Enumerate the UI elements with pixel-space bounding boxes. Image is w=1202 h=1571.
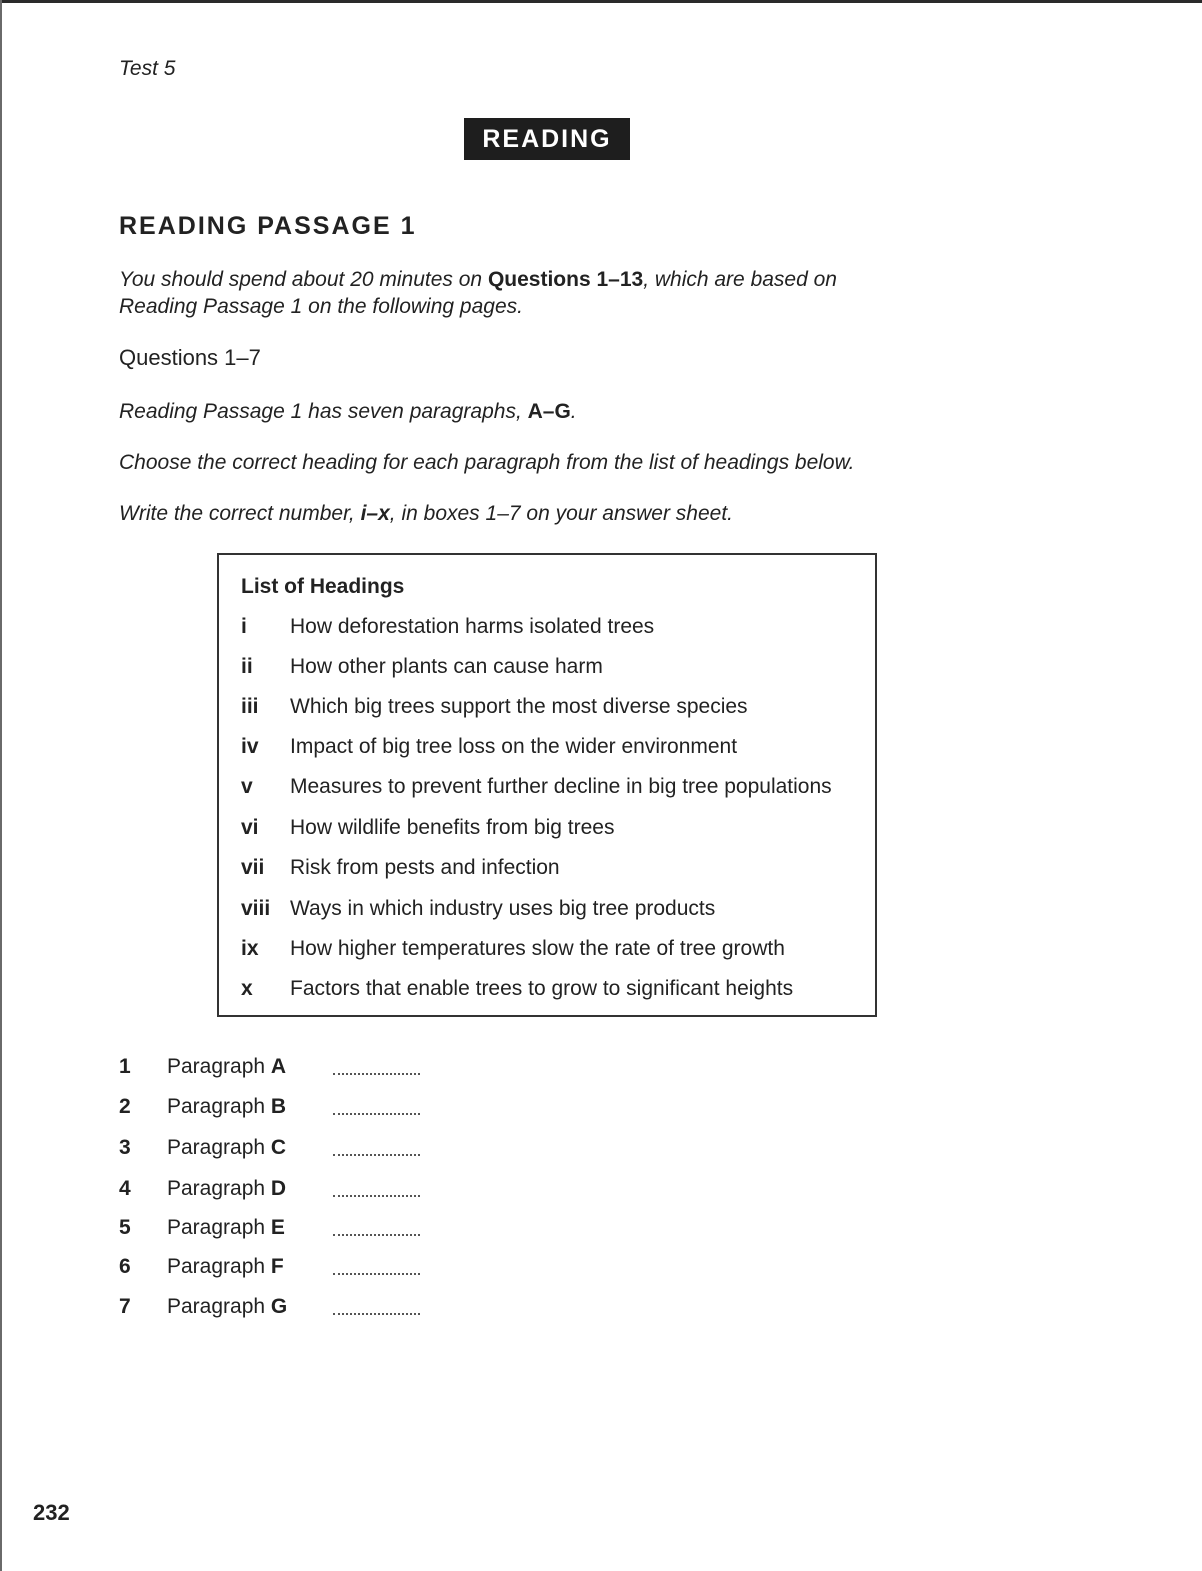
- paragraph-word: Paragraph: [167, 1177, 266, 1200]
- paragraph-count-post: .: [570, 400, 577, 423]
- paragraph-count-range: A–G: [527, 400, 571, 423]
- paragraph-word: Paragraph: [167, 1216, 266, 1239]
- paragraph-letter: A: [270, 1055, 287, 1078]
- heading-numeral: iv: [241, 735, 259, 758]
- question-number: 3: [119, 1136, 131, 1159]
- heading-numeral: vii: [241, 856, 265, 879]
- answer-blank[interactable]: [333, 1273, 420, 1275]
- time-instruction-pre: You should spend about 20 minutes on: [119, 268, 488, 291]
- question-number: 4: [119, 1177, 131, 1200]
- answer-sheet-instruction: [119, 500, 733, 527]
- heading-text: How other plants can cause harm: [290, 655, 603, 678]
- paragraph-letter: E: [270, 1216, 285, 1239]
- heading-text: Which big trees support the most diverse species: [290, 695, 748, 718]
- question-number: 2: [119, 1095, 131, 1118]
- passage-title: READING PASSAGE 1: [119, 212, 417, 240]
- paragraph-label: [167, 1136, 286, 1160]
- paragraph-label: [167, 1216, 285, 1240]
- time-instruction-bold: Questions 1–13: [487, 268, 644, 291]
- paragraph-label: [167, 1095, 286, 1119]
- running-head: Test 5: [119, 57, 176, 80]
- paragraph-label: [167, 1295, 287, 1319]
- heading-numeral: viii: [241, 897, 271, 920]
- question-number: 1: [119, 1055, 131, 1078]
- time-instruction-line2: Reading Passage 1 on the following pages.: [119, 295, 523, 318]
- paragraph-letter: F: [270, 1255, 284, 1278]
- answer-blank[interactable]: [333, 1154, 420, 1156]
- paragraph-letter: D: [270, 1177, 287, 1200]
- time-instruction: [119, 266, 837, 320]
- paragraph-word: Paragraph: [167, 1095, 266, 1118]
- paragraph-word: Paragraph: [167, 1055, 266, 1078]
- heading-numeral: ix: [241, 937, 259, 960]
- top-border-rule: [0, 0, 1202, 3]
- heading-text: Impact of big tree loss on the wider environment: [290, 735, 738, 758]
- heading-text: How deforestation harms isolated trees: [290, 615, 655, 638]
- section-label: READING: [464, 118, 630, 160]
- paragraph-label: [167, 1177, 286, 1201]
- heading-numeral: i: [241, 615, 247, 638]
- question-number: 7: [119, 1295, 131, 1318]
- question-number: 5: [119, 1216, 131, 1239]
- question-range: Questions 1–7: [119, 345, 261, 370]
- heading-numeral: vi: [241, 816, 259, 839]
- answer-blank[interactable]: [333, 1073, 420, 1075]
- answer-blank[interactable]: [333, 1195, 420, 1197]
- heading-text: Ways in which industry uses big tree products: [290, 897, 716, 920]
- choose-heading-instruction: Choose the correct heading for each paragraph from the list of headings below.: [119, 451, 855, 474]
- heading-numeral: x: [241, 977, 253, 1000]
- paragraph-word: Paragraph: [167, 1136, 266, 1159]
- time-instruction-post: , which are based on: [643, 268, 837, 291]
- headings-box: [217, 553, 877, 1017]
- answer-sheet-post: , in boxes 1–7 on your answer sheet.: [389, 502, 734, 525]
- left-border-rule: [0, 0, 2, 1571]
- paragraph-letter: C: [270, 1136, 287, 1159]
- paragraph-count-instruction: [119, 398, 577, 425]
- heading-numeral: iii: [241, 695, 259, 718]
- paragraph-word: Paragraph: [167, 1295, 266, 1318]
- paragraph-label: [167, 1255, 284, 1279]
- heading-numeral: v: [241, 775, 253, 798]
- heading-text: Measures to prevent further decline in big tree populations: [290, 775, 832, 798]
- answer-sheet-range: i–x: [360, 502, 390, 525]
- question-number: 6: [119, 1255, 131, 1278]
- answer-sheet-pre: Write the correct number,: [119, 502, 361, 525]
- heading-numeral: ii: [241, 655, 253, 678]
- answer-blank[interactable]: [333, 1313, 420, 1315]
- heading-text: How wildlife benefits from big trees: [290, 816, 615, 839]
- heading-text: How higher temperatures slow the rate of tree growth: [290, 937, 785, 960]
- paragraph-letter: B: [270, 1095, 287, 1118]
- answer-blank[interactable]: [333, 1234, 420, 1236]
- answer-blank[interactable]: [333, 1113, 420, 1115]
- heading-text: Factors that enable trees to grow to significant heights: [290, 977, 794, 1000]
- paragraph-letter: G: [270, 1295, 288, 1318]
- page-number: 232: [33, 1500, 70, 1525]
- paragraph-label: [167, 1055, 286, 1079]
- headings-box-title: List of Headings: [241, 575, 405, 598]
- paragraph-count-pre: Reading Passage 1 has seven paragraphs,: [119, 400, 528, 423]
- paragraph-word: Paragraph: [167, 1255, 266, 1278]
- heading-text: Risk from pests and infection: [290, 856, 560, 879]
